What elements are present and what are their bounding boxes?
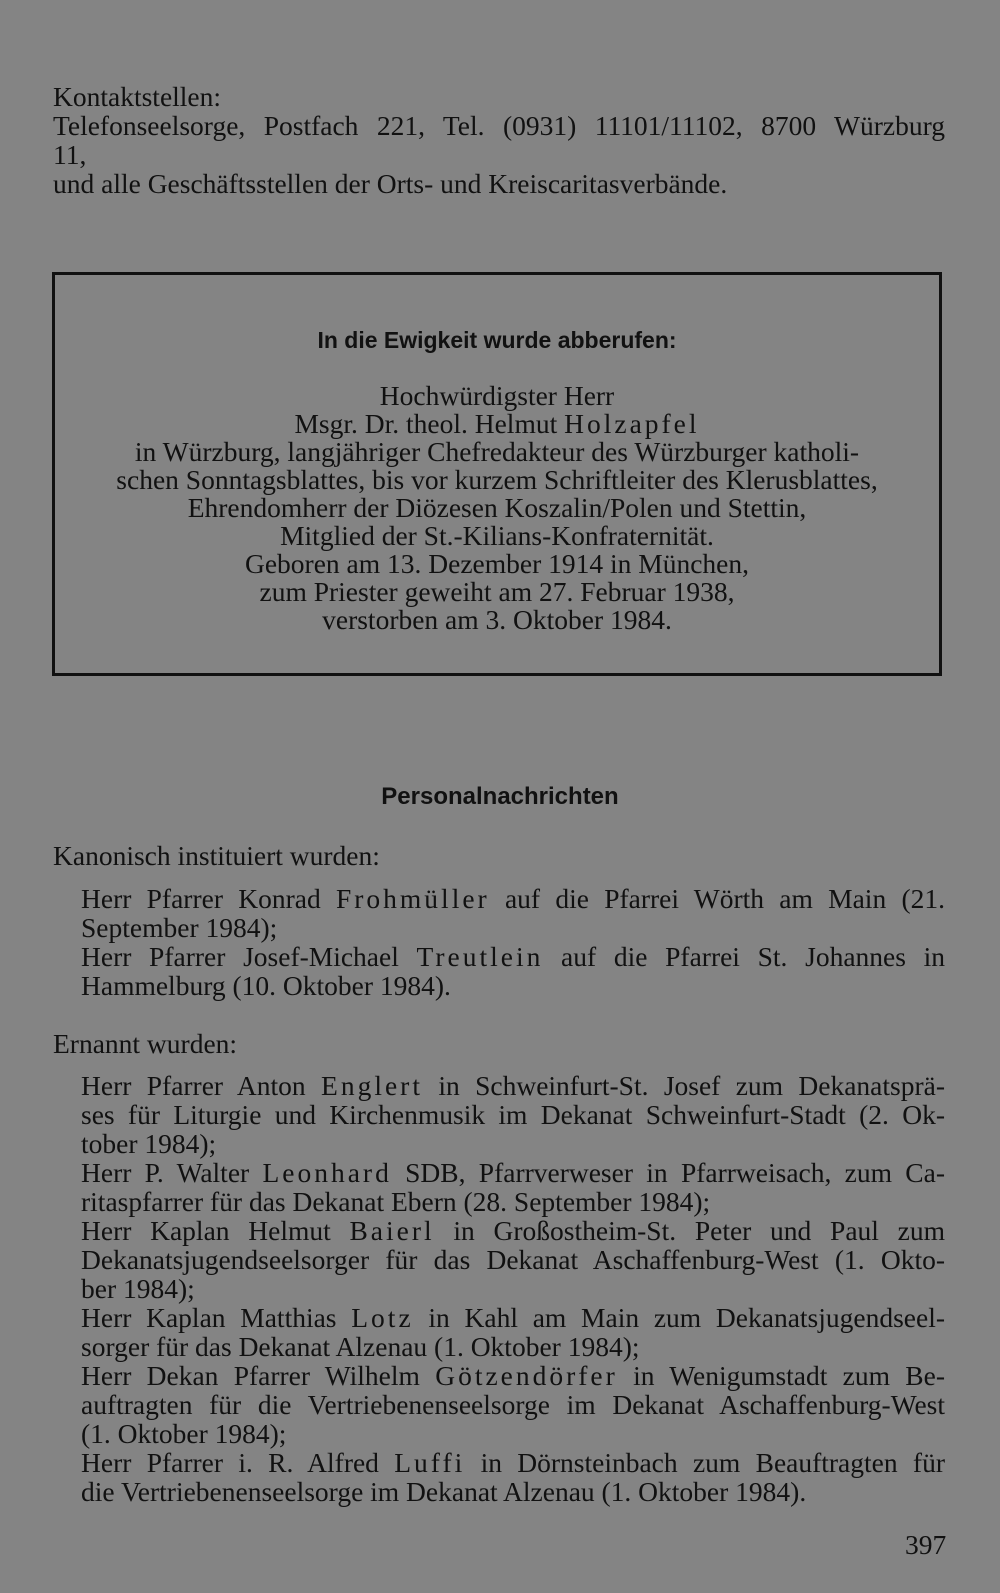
canonical-heading: Kanonisch instituiert wurden:: [53, 840, 380, 871]
obituary-line-8: zum Priester geweiht am 27. Februar 1938,: [259, 576, 735, 607]
obituary-line-1: Hochwürdigster Herr: [379, 380, 615, 411]
appointed-entry-4-line-2: sorger für das Dekanat Alzenau (1. Oktober 1984);: [81, 1331, 640, 1362]
entry-text: in Dörnsteinbach zum Beauftragten für: [465, 1447, 945, 1478]
appointed-entry-2-line-1: [81, 1158, 945, 1187]
entry-text: in Großostheim-St. Peter und Paul zum: [434, 1215, 945, 1246]
entry-name: Leonhard: [262, 1157, 392, 1188]
obituary-line-6: Mitglied der St.-Kilians-Konfraternität.: [280, 520, 714, 551]
appointed-entry-5-line-1: [81, 1361, 945, 1390]
obituary-title: Msgr. Dr. theol. Helmut: [294, 408, 565, 439]
entry-text: in Schweinfurt-St. Josef zum Dekanatsprä-: [422, 1070, 945, 1101]
entry-text: auf die Pfarrei St. Johannes in: [543, 941, 946, 972]
entry-text: Herr P. Walter: [81, 1157, 263, 1188]
entry-text: in Kahl am Main zum Dekanatsjugendseel-: [413, 1302, 945, 1333]
entry-name: Luffi: [394, 1447, 466, 1478]
entry-text: Herr Pfarrer Josef-Michael: [81, 941, 417, 972]
contact-line-1: Telefonseelsorge, Postfach 221, Tel. (0931) 11101/11102, 8700 Würzburg: [53, 110, 945, 141]
obituary-line-7: Geboren am 13. Dezember 1914 in München,: [244, 548, 749, 579]
appointed-entry-5-line-2: auftragten für die Vertriebenenseelsorge im Dekanat Aschaffenburg-West: [81, 1389, 945, 1420]
entry-text: Herr Pfarrer i. R. Alfred: [81, 1447, 395, 1478]
obituary-box: [52, 272, 942, 676]
obituary-line-3: in Würzburg, langjähriger Chefredakteur des Würzburger katholi-: [134, 436, 860, 467]
obituary-line-5: Ehrendomherr der Diözesen Koszalin/Polen und Stettin,: [187, 492, 807, 523]
entry-text: Herr Pfarrer Anton: [81, 1070, 322, 1101]
entry-name: Götzendörfer: [435, 1360, 618, 1391]
appointed-entry-1-line-2: ses für Liturgie und Kirchenmusik im Dekanat Schweinfurt-Stadt (2. Ok-: [81, 1099, 945, 1130]
canonical-entry-2-line-2: Hammelburg (10. Oktober 1984).: [81, 970, 451, 1001]
canonical-entry-1-line-1: [81, 884, 945, 913]
canonical-entry-1-line-2: September 1984);: [81, 912, 278, 943]
entry-text: auf die Pfarrei Wörth am Main (21.: [489, 883, 945, 914]
entry-text: Herr Kaplan Matthias: [81, 1302, 352, 1333]
entry-text: SDB, Pfarrverweser in Pfarrweisach, zum Ca-: [391, 1157, 946, 1188]
contact-heading: Kontaktstellen:: [53, 81, 222, 112]
appointed-entry-4-line-1: [81, 1303, 945, 1332]
entry-name: Frohmüller: [335, 883, 490, 914]
appointed-entry-3-line-3: ber 1984);: [81, 1273, 195, 1304]
section-heading: Personalnachrichten: [381, 783, 619, 810]
obituary-heading: In die Ewigkeit wurde abberufen:: [317, 327, 677, 353]
entry-text: in Wenigumstadt zum Be-: [617, 1360, 945, 1391]
entry-name: Lotz: [351, 1302, 414, 1333]
obituary-line-9: verstorben am 3. Oktober 1984.: [322, 604, 672, 635]
appointed-entry-5-line-3: (1. Oktober 1984);: [81, 1418, 287, 1449]
appointed-entry-1-line-3: tober 1984);: [81, 1128, 217, 1159]
entry-text: Herr Pfarrer Konrad: [81, 883, 336, 914]
appointed-entry-6-line-1: [81, 1448, 945, 1477]
appointed-entry-6-line-2: die Vertriebenenseelsorge im Dekanat Alzenau (1. Oktober 1984).: [81, 1476, 807, 1507]
appointed-entry-3-line-2: Dekanatsjugendseelsorger für das Dekanat Aschaffenburg-West (1. Okto-: [81, 1244, 945, 1275]
entry-text: Herr Kaplan Helmut: [81, 1215, 350, 1246]
contact-line-3: und alle Geschäftsstellen der Orts- und Kreiscaritasverbände.: [53, 168, 728, 199]
appointed-entry-2-line-2: ritaspfarrer für das Dekanat Ebern (28. September 1984);: [81, 1186, 711, 1217]
obituary-name: Holzapfel: [564, 408, 700, 439]
appointed-entry-3-line-1: [81, 1216, 945, 1245]
canonical-entry-2-line-1: [81, 942, 945, 971]
contact-line-2: 11,: [53, 139, 87, 170]
appointed-heading: Ernannt wurden:: [53, 1028, 238, 1059]
entry-name: Treutlein: [416, 941, 544, 972]
entry-name: Baierl: [349, 1215, 435, 1246]
obituary-line-2: [55, 409, 939, 438]
obituary-line-4: schen Sonntagsblattes, bis vor kurzem Schriftleiter des Klerusblattes,: [116, 464, 878, 495]
page-number: 397: [905, 1529, 947, 1560]
entry-text: Herr Dekan Pfarrer Wilhelm: [81, 1360, 436, 1391]
entry-name: Englert: [321, 1070, 423, 1101]
appointed-entry-1-line-1: [81, 1071, 945, 1100]
